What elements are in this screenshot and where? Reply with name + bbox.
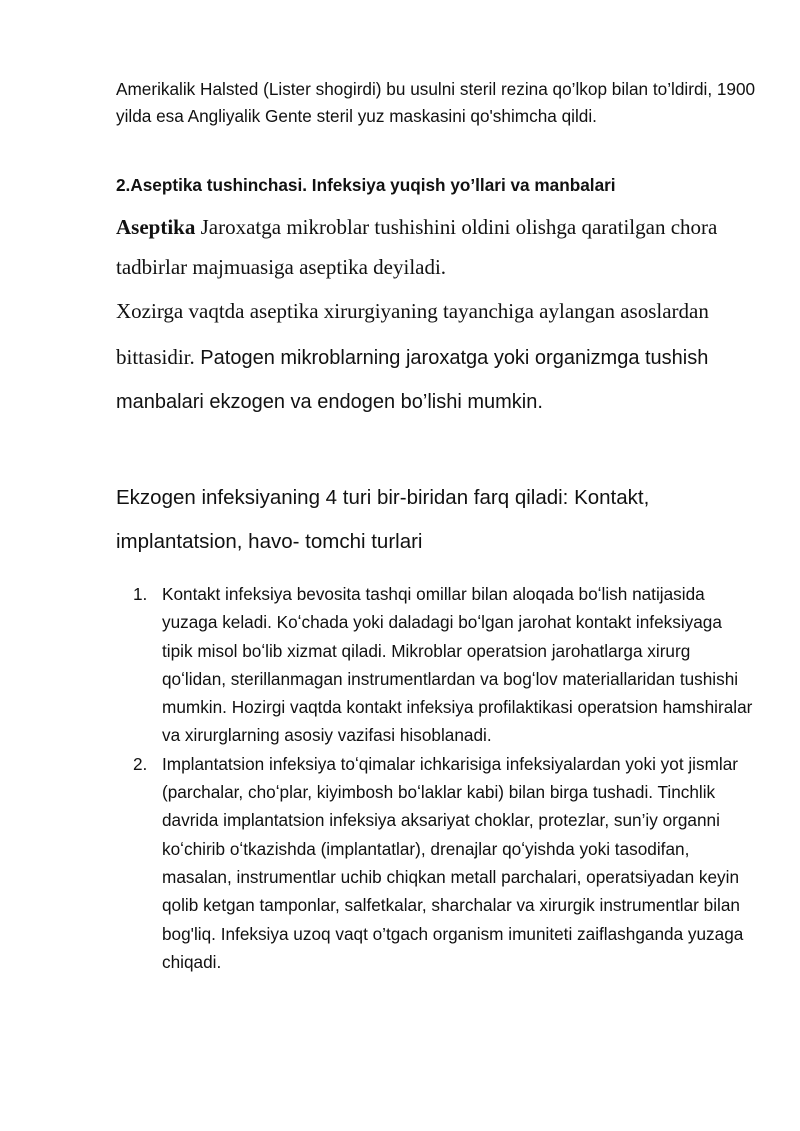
list-item-text: Kontakt infeksiya bevosita tashqi omillar bilan aloqada boʻlish natijasida yuzaga keladi. Koʻchada yoki daladagi boʻlgan jarohat kontakt infeksiyaga tipik misol boʻlib xizmat qiladi. Mikroblar operatsion jarohatlarga xirurg qoʻlidan, sterillanmagan instrumentlardan va bogʻlov materiallaridan tushishi mumkin. Hozirgi vaqtda kontakt infeksiya profilaktikasi operatsion hamshiralar va xirurglarning asosiy vazifasi hisoblanadi. [162, 584, 753, 746]
current-state-sans-text: Patogen mikroblarning jaroxatga yoki organizmga tushish manbalari ekzogen va endogen bo’lishi mumkin. [116, 346, 709, 413]
definition-paragraph [116, 207, 766, 287]
list-item [116, 580, 756, 750]
list-item-text: Implantatsion infeksiya toʻqimalar ichkarisiga infeksiyalardan yoki yot jismlar (parchalar, choʻplar, kiyimbosh boʻlaklar kabi) bilan birga tushadi. Tinchlik davrida implantatsion infeksiya aksariyat choklar, protezlar, sun’iy organni koʻchirib oʻtkazishda (implantatlar), drenajlar qoʻyishda yoki tasodifan, masalan, instrumentlar uchib chiqkan metall parchalari, operatsiyadan keyin qolib ketgan tamponlar, salfetkalar, sharchalar va xirurgik instrumentlar bilan bog'liq. Infeksiya uzoq vaqt o’tgach organism imuniteti zaiflashganda yuzaga chiqadi. [162, 753, 744, 972]
list-item [116, 750, 756, 976]
current-state-serif-text: Xozirga vaqtda aseptika xirurgiyaning tayanchiga aylangan asoslardan bittasidir. [116, 299, 709, 369]
list-item-number: 2. [133, 753, 148, 774]
current-state-paragraph [116, 290, 766, 426]
definition-text: Jaroxatga mikroblar tushishini oldini olishga qaratilgan chora tadbirlar majmuasiga aseptika deyiladi. [116, 215, 718, 279]
list-item-number: 1. [133, 584, 148, 604]
definition-term: Aseptika [116, 215, 196, 239]
intro-paragraph: Amerikalik Halsted (Lister shogirdi) bu usulni steril rezina qo’lkop bilan to’ldirdi, 1900 yilda esa Angliyalik Gente steril yuz maskasini qo'shimcha qildi. [116, 79, 756, 126]
infection-types-list [116, 580, 756, 976]
section-heading: 2.Aseptika tushinchasi. Infeksiya yuqish yo’llari va manbalari [116, 175, 616, 195]
exogenous-intro: Ekzogen infeksiyaning 4 turi bir-biridan farq qiladi: Kontakt, implantatsion, havo- tomchi turlari [116, 486, 650, 553]
